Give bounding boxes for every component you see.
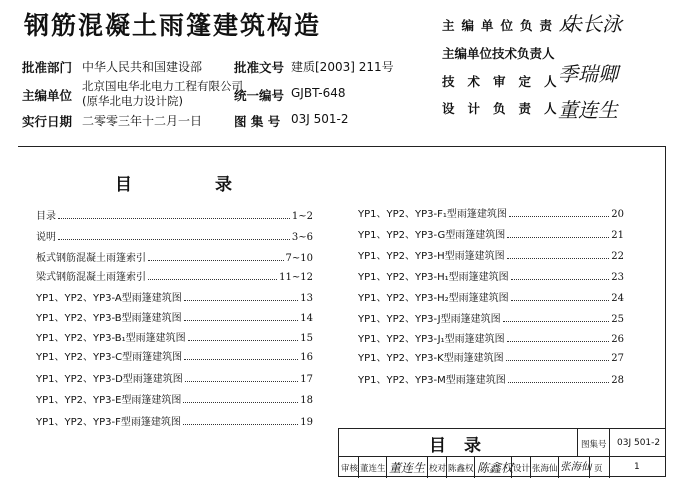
toc-entry-title: YP1、YP2、YP3-G型雨篷建筑图 — [358, 230, 506, 241]
toc-entry-title: YP1、YP2、YP3-F₁型雨篷建筑图 — [358, 209, 507, 220]
toc-entry — [36, 330, 313, 344]
cell-divider — [589, 456, 590, 478]
toc-entry — [36, 392, 313, 406]
docno-label: 批准文号 — [234, 60, 285, 75]
responsible-role: 主编单位技术负责人 — [442, 46, 555, 61]
leader-dots — [184, 300, 299, 301]
title-block-name: 目 录 — [429, 436, 487, 456]
toc-entry-title: YP1、YP2、YP3-H型雨篷建筑图 — [358, 251, 505, 262]
cell-divider — [446, 456, 447, 478]
cell-divider — [427, 456, 428, 478]
leader-dots — [503, 321, 610, 322]
page-label: 页 — [594, 464, 603, 474]
toc-entry-page: 7~10 — [285, 253, 313, 264]
toc-heading-2: 录 — [215, 175, 232, 195]
leader-dots — [148, 260, 284, 261]
docno-value: 建质[2003] 211号 — [291, 60, 394, 74]
cell-divider — [511, 456, 512, 478]
code-label: 统一编号 — [234, 88, 285, 103]
toc-entry-page: 13 — [300, 293, 313, 304]
check-name: 陈鑫权 — [448, 464, 474, 474]
toc-entry-title: 梁式钢筋混凝土雨篷索引 — [36, 272, 146, 283]
review-label: 审核 — [341, 464, 359, 474]
toc-entry — [36, 250, 313, 264]
toc-entry-title: 说明 — [36, 232, 56, 243]
cell-divider — [577, 429, 578, 456]
toc-entry — [36, 310, 313, 324]
toc-entry-page: 25 — [611, 314, 624, 325]
toc-entry — [358, 331, 624, 345]
toc-entry — [36, 290, 313, 304]
leader-dots — [184, 359, 298, 360]
dept-value: 中华人民共和国建设部 — [82, 60, 203, 74]
toc-entry-page: 15 — [300, 333, 313, 344]
page-number: 1 — [634, 462, 640, 472]
leader-dots — [148, 279, 277, 280]
toc-entry-title: YP1、YP2、YP3-C型雨篷建筑图 — [36, 352, 183, 363]
toc-entry-page: 26 — [611, 334, 624, 345]
toc-entry-title: YP1、YP2、YP3-J₁型雨篷建筑图 — [358, 334, 505, 345]
design-signature: 张海仙 — [560, 461, 592, 473]
title-block-atlas-value: 03J 501-2 — [617, 438, 661, 448]
toc-entry-title: YP1、YP2、YP3-M型雨篷建筑图 — [358, 375, 506, 386]
toc-entry — [358, 227, 624, 241]
leader-dots — [185, 381, 298, 382]
date-value: 二零零三年十二月一日 — [82, 114, 203, 128]
responsible-role: 设计负责人 — [442, 101, 570, 116]
leader-dots — [511, 279, 610, 280]
design-name: 张海仙 — [532, 464, 558, 474]
toc-entry — [36, 414, 313, 428]
toc-entry-title: 目录 — [36, 211, 56, 222]
toc-entry-title: YP1、YP2、YP3-B₁型雨篷建筑图 — [36, 333, 186, 344]
toc-entry — [358, 206, 624, 220]
check-signature: 陈鑫权 — [477, 461, 514, 475]
toc-entry-page: 23 — [611, 272, 624, 283]
leader-dots — [507, 237, 609, 238]
responsible-role: 主编单位负责人 — [442, 18, 579, 33]
toc-entry — [36, 371, 313, 385]
editor-label: 主编单位 — [22, 88, 73, 103]
toc-entry-title: YP1、YP2、YP3-H₁型雨篷建筑图 — [358, 272, 509, 283]
toc-entry-page: 14 — [300, 313, 313, 324]
toc-entry-page: 3~6 — [291, 232, 313, 243]
toc-entry-title: YP1、YP2、YP3-B型雨篷建筑图 — [36, 313, 182, 324]
code-value: GJBT-648 — [291, 86, 346, 100]
toc-entry-page: 18 — [300, 395, 313, 406]
leader-dots — [511, 300, 610, 301]
review-signature: 董连生 — [389, 461, 426, 475]
toc-entry-title: YP1、YP2、YP3-K型雨篷建筑图 — [358, 353, 504, 364]
toc-entry — [36, 269, 313, 283]
toc-entry-page: 22 — [611, 251, 624, 262]
toc-entry-title: YP1、YP2、YP3-J型雨篷建筑图 — [358, 314, 501, 325]
cell-divider — [558, 456, 559, 478]
leader-dots — [58, 239, 290, 240]
toc-entry-page: 24 — [611, 293, 624, 304]
toc-entry — [358, 290, 624, 304]
toc-entry-title: YP1、YP2、YP3-E型雨篷建筑图 — [36, 395, 182, 406]
cell-divider — [530, 456, 531, 478]
cell-divider — [474, 456, 475, 478]
toc-heading-1: 目 — [115, 175, 132, 195]
cell-divider — [609, 456, 610, 478]
toc-entry-title: YP1、YP2、YP3-D型雨篷建筑图 — [36, 374, 183, 385]
toc-entry-page: 11~12 — [279, 272, 313, 283]
responsible-role: 技术审定人 — [442, 74, 570, 89]
toc-entry-page: 17 — [300, 374, 313, 385]
toc-entry-page: 19 — [300, 417, 313, 428]
leader-dots — [506, 360, 610, 361]
toc-entry-title: YP1、YP2、YP3-H₂型雨篷建筑图 — [358, 293, 509, 304]
dept-label: 批准部门 — [22, 60, 73, 75]
leader-dots — [507, 258, 610, 259]
toc-entry-page: 16 — [300, 352, 313, 363]
date-label: 实行日期 — [22, 114, 73, 129]
toc-entry — [36, 229, 313, 243]
toc-entry — [358, 248, 624, 262]
toc-entry — [358, 269, 624, 283]
toc-entry — [358, 372, 624, 386]
leader-dots — [184, 320, 299, 321]
toc-entry — [36, 208, 313, 222]
leader-dots — [507, 341, 610, 342]
check-label: 校对 — [429, 464, 447, 474]
leader-dots — [183, 402, 298, 403]
toc-entry-page: 21 — [611, 230, 624, 241]
review-name: 董连生 — [360, 464, 386, 474]
design-label: 设计 — [513, 464, 531, 474]
editor-value-2: (原华北电力设计院) — [82, 94, 183, 108]
leader-dots — [509, 216, 609, 217]
leader-dots — [188, 340, 299, 341]
leader-dots — [508, 382, 610, 383]
cell-divider — [386, 456, 387, 478]
toc-entry-page: 27 — [611, 353, 624, 364]
toc-entry-page: 20 — [611, 209, 624, 220]
cell-divider — [609, 429, 610, 456]
signature: 朱长泳 — [562, 12, 622, 36]
toc-entry-title: YP1、YP2、YP3-A型雨篷建筑图 — [36, 293, 182, 304]
toc-entry — [358, 350, 624, 364]
title-block-atlas-label: 图集号 — [581, 440, 607, 450]
editor-value-1: 北京国电华北电力工程有限公司 — [82, 79, 243, 93]
title-block-divider — [339, 456, 665, 457]
signature: 季瑞卿 — [558, 62, 618, 86]
toc-entry-page: 1~2 — [291, 211, 313, 222]
page-title: 钢筋混凝土雨篷建筑构造 — [24, 11, 322, 40]
leader-dots — [58, 218, 290, 219]
toc-entry-title: 板式钢筋混凝土雨篷索引 — [36, 253, 146, 264]
toc-entry-page: 28 — [611, 375, 624, 386]
atlas-value: 03J 501-2 — [291, 112, 349, 126]
cell-divider — [358, 456, 359, 478]
atlas-label: 图 集 号 — [234, 114, 281, 129]
signature: 董连生 — [558, 98, 618, 122]
leader-dots — [183, 424, 298, 425]
toc-entry — [358, 311, 624, 325]
toc-entry-title: YP1、YP2、YP3-F型雨篷建筑图 — [36, 417, 181, 428]
title-block — [338, 428, 666, 477]
toc-entry — [36, 349, 313, 363]
